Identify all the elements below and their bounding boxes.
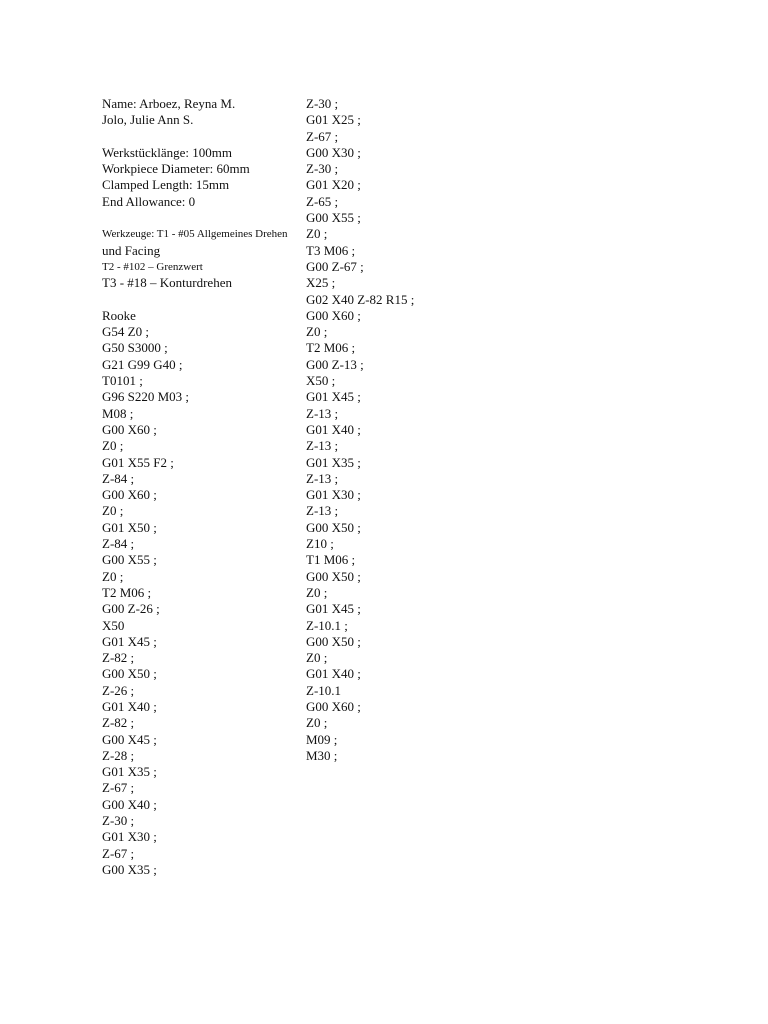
text-line: T3 - #18 – Konturdrehen	[102, 275, 232, 291]
text-line: Name: Arboez, Reyna M.	[102, 96, 236, 111]
gcode-line: G00 X60 ;	[306, 698, 361, 714]
text-line: Z-84 ;	[102, 470, 135, 486]
blank-line	[102, 292, 312, 308]
gcode-line: T3 M06 ;	[306, 242, 356, 258]
left-text-column	[102, 96, 312, 878]
gcode-line: X50 ;	[306, 373, 336, 389]
gcode-line: Z0 ;	[306, 650, 328, 666]
gcode-line: G01 X40 ;	[306, 421, 361, 437]
gcode-line: G00 X50 ;	[306, 519, 361, 535]
gcode-line: G01 X45 ;	[306, 601, 361, 617]
gcode-line: T1 M06 ;	[306, 552, 356, 568]
gcode-line: G01 X30 ;	[306, 487, 361, 503]
gcode-line: G00 X50 ;	[306, 633, 361, 649]
text-line: Z-67 ;	[102, 780, 135, 796]
text-line: T2 - #102 – Grenzwert	[102, 260, 203, 273]
text-line: G01 X35 ;	[102, 764, 157, 780]
gcode-line: G01 X20 ;	[306, 177, 361, 193]
gcode-line: Z-30 ;	[306, 161, 339, 177]
text-line: T2 M06 ;	[102, 584, 152, 600]
gcode-line: Z10 ;	[306, 536, 334, 552]
text-line: Z-28 ;	[102, 747, 135, 763]
text-line: Z-82 ;	[102, 715, 135, 731]
text-line: G00 X60 ;	[102, 421, 157, 437]
text-line: Z0 ;	[102, 568, 124, 584]
gcode-line: G00 X55 ;	[306, 210, 361, 226]
text-line: G01 X30 ;	[102, 829, 157, 845]
gcode-line: G00 Z-67 ;	[306, 258, 364, 274]
gcode-line: Z-67 ;	[306, 128, 339, 144]
gcode-line: G00 X60 ;	[306, 307, 361, 323]
gcode-line: G00 X50 ;	[306, 568, 361, 584]
gcode-line: Z0 ;	[306, 324, 328, 340]
gcode-line: M09 ;	[306, 731, 338, 747]
text-line: Workpiece Diameter: 60mm	[102, 161, 250, 177]
gcode-line: Z-10.1 ;	[306, 617, 348, 633]
text-line: Z-82 ;	[102, 650, 135, 666]
gcode-line: G01 X45 ;	[306, 389, 361, 405]
gcode-line: Z-65 ;	[306, 193, 339, 209]
right-text-column	[306, 96, 506, 764]
gcode-line: G00 X30 ;	[306, 144, 361, 160]
text-line: Werkstücklänge: 100mm	[102, 144, 233, 160]
text-line: G01 X50 ;	[102, 519, 157, 535]
text-line: Rooke	[102, 307, 136, 323]
text-line: G54 Z0 ;	[102, 324, 149, 340]
gcode-line: X25 ;	[306, 275, 336, 291]
text-line: Jolo, Julie Ann S.	[102, 112, 194, 128]
text-line: und Facing	[102, 242, 161, 258]
text-line: G00 X40 ;	[102, 796, 157, 812]
gcode-line: Z-13 ;	[306, 438, 339, 454]
gcode-line: M30 ;	[306, 747, 338, 763]
text-line: G00 X45 ;	[102, 731, 157, 747]
text-line: Z-30 ;	[102, 813, 135, 829]
text-line: G00 X50 ;	[102, 666, 157, 682]
text-line: G01 X40 ;	[102, 698, 157, 714]
gcode-line: T2 M06 ;	[306, 340, 356, 356]
text-line: G00 Z-26 ;	[102, 601, 160, 617]
gcode-line: G01 X35 ;	[306, 454, 361, 470]
gcode-line: Z-10.1	[306, 682, 342, 698]
gcode-line: Z-13 ;	[306, 503, 339, 519]
text-line: Z0 ;	[102, 438, 124, 454]
text-line: Z-26 ;	[102, 682, 135, 698]
text-line: Clamped Length: 15mm	[102, 177, 230, 193]
gcode-line: Z-13 ;	[306, 405, 339, 421]
text-line: Z-84 ;	[102, 536, 135, 552]
gcode-line: Z0 ;	[306, 715, 328, 731]
text-line: G01 X55 F2 ;	[102, 454, 174, 470]
text-line: Werkzeuge: T1 - #05 Allgemeines Drehen	[102, 228, 288, 241]
gcode-line: G02 X40 Z-82 R15 ;	[306, 291, 415, 307]
text-line: M08 ;	[102, 405, 134, 421]
text-line: G00 X60 ;	[102, 487, 157, 503]
text-line: G21 G99 G40 ;	[102, 356, 183, 372]
gcode-line: Z-13 ;	[306, 470, 339, 486]
text-line: G01 X45 ;	[102, 633, 157, 649]
gcode-line: Z-30 ;	[306, 96, 339, 111]
text-line: G00 X55 ;	[102, 552, 157, 568]
text-line: G00 X35 ;	[102, 861, 157, 877]
text-line: End Allowance: 0	[102, 193, 196, 209]
text-line: X50	[102, 617, 125, 633]
gcode-line: Z0 ;	[306, 226, 328, 242]
text-line: Z-67 ;	[102, 845, 135, 861]
text-line: G96 S220 M03 ;	[102, 389, 190, 405]
gcode-line: G00 Z-13 ;	[306, 356, 364, 372]
text-line: Z0 ;	[102, 503, 124, 519]
gcode-line: G01 X40 ;	[306, 666, 361, 682]
blank-line	[102, 129, 312, 145]
gcode-line: G01 X25 ;	[306, 112, 361, 128]
gcode-line: Z0 ;	[306, 584, 328, 600]
blank-line	[102, 210, 312, 226]
text-line: T0101 ;	[102, 373, 143, 389]
text-line: G50 S3000 ;	[102, 340, 168, 356]
